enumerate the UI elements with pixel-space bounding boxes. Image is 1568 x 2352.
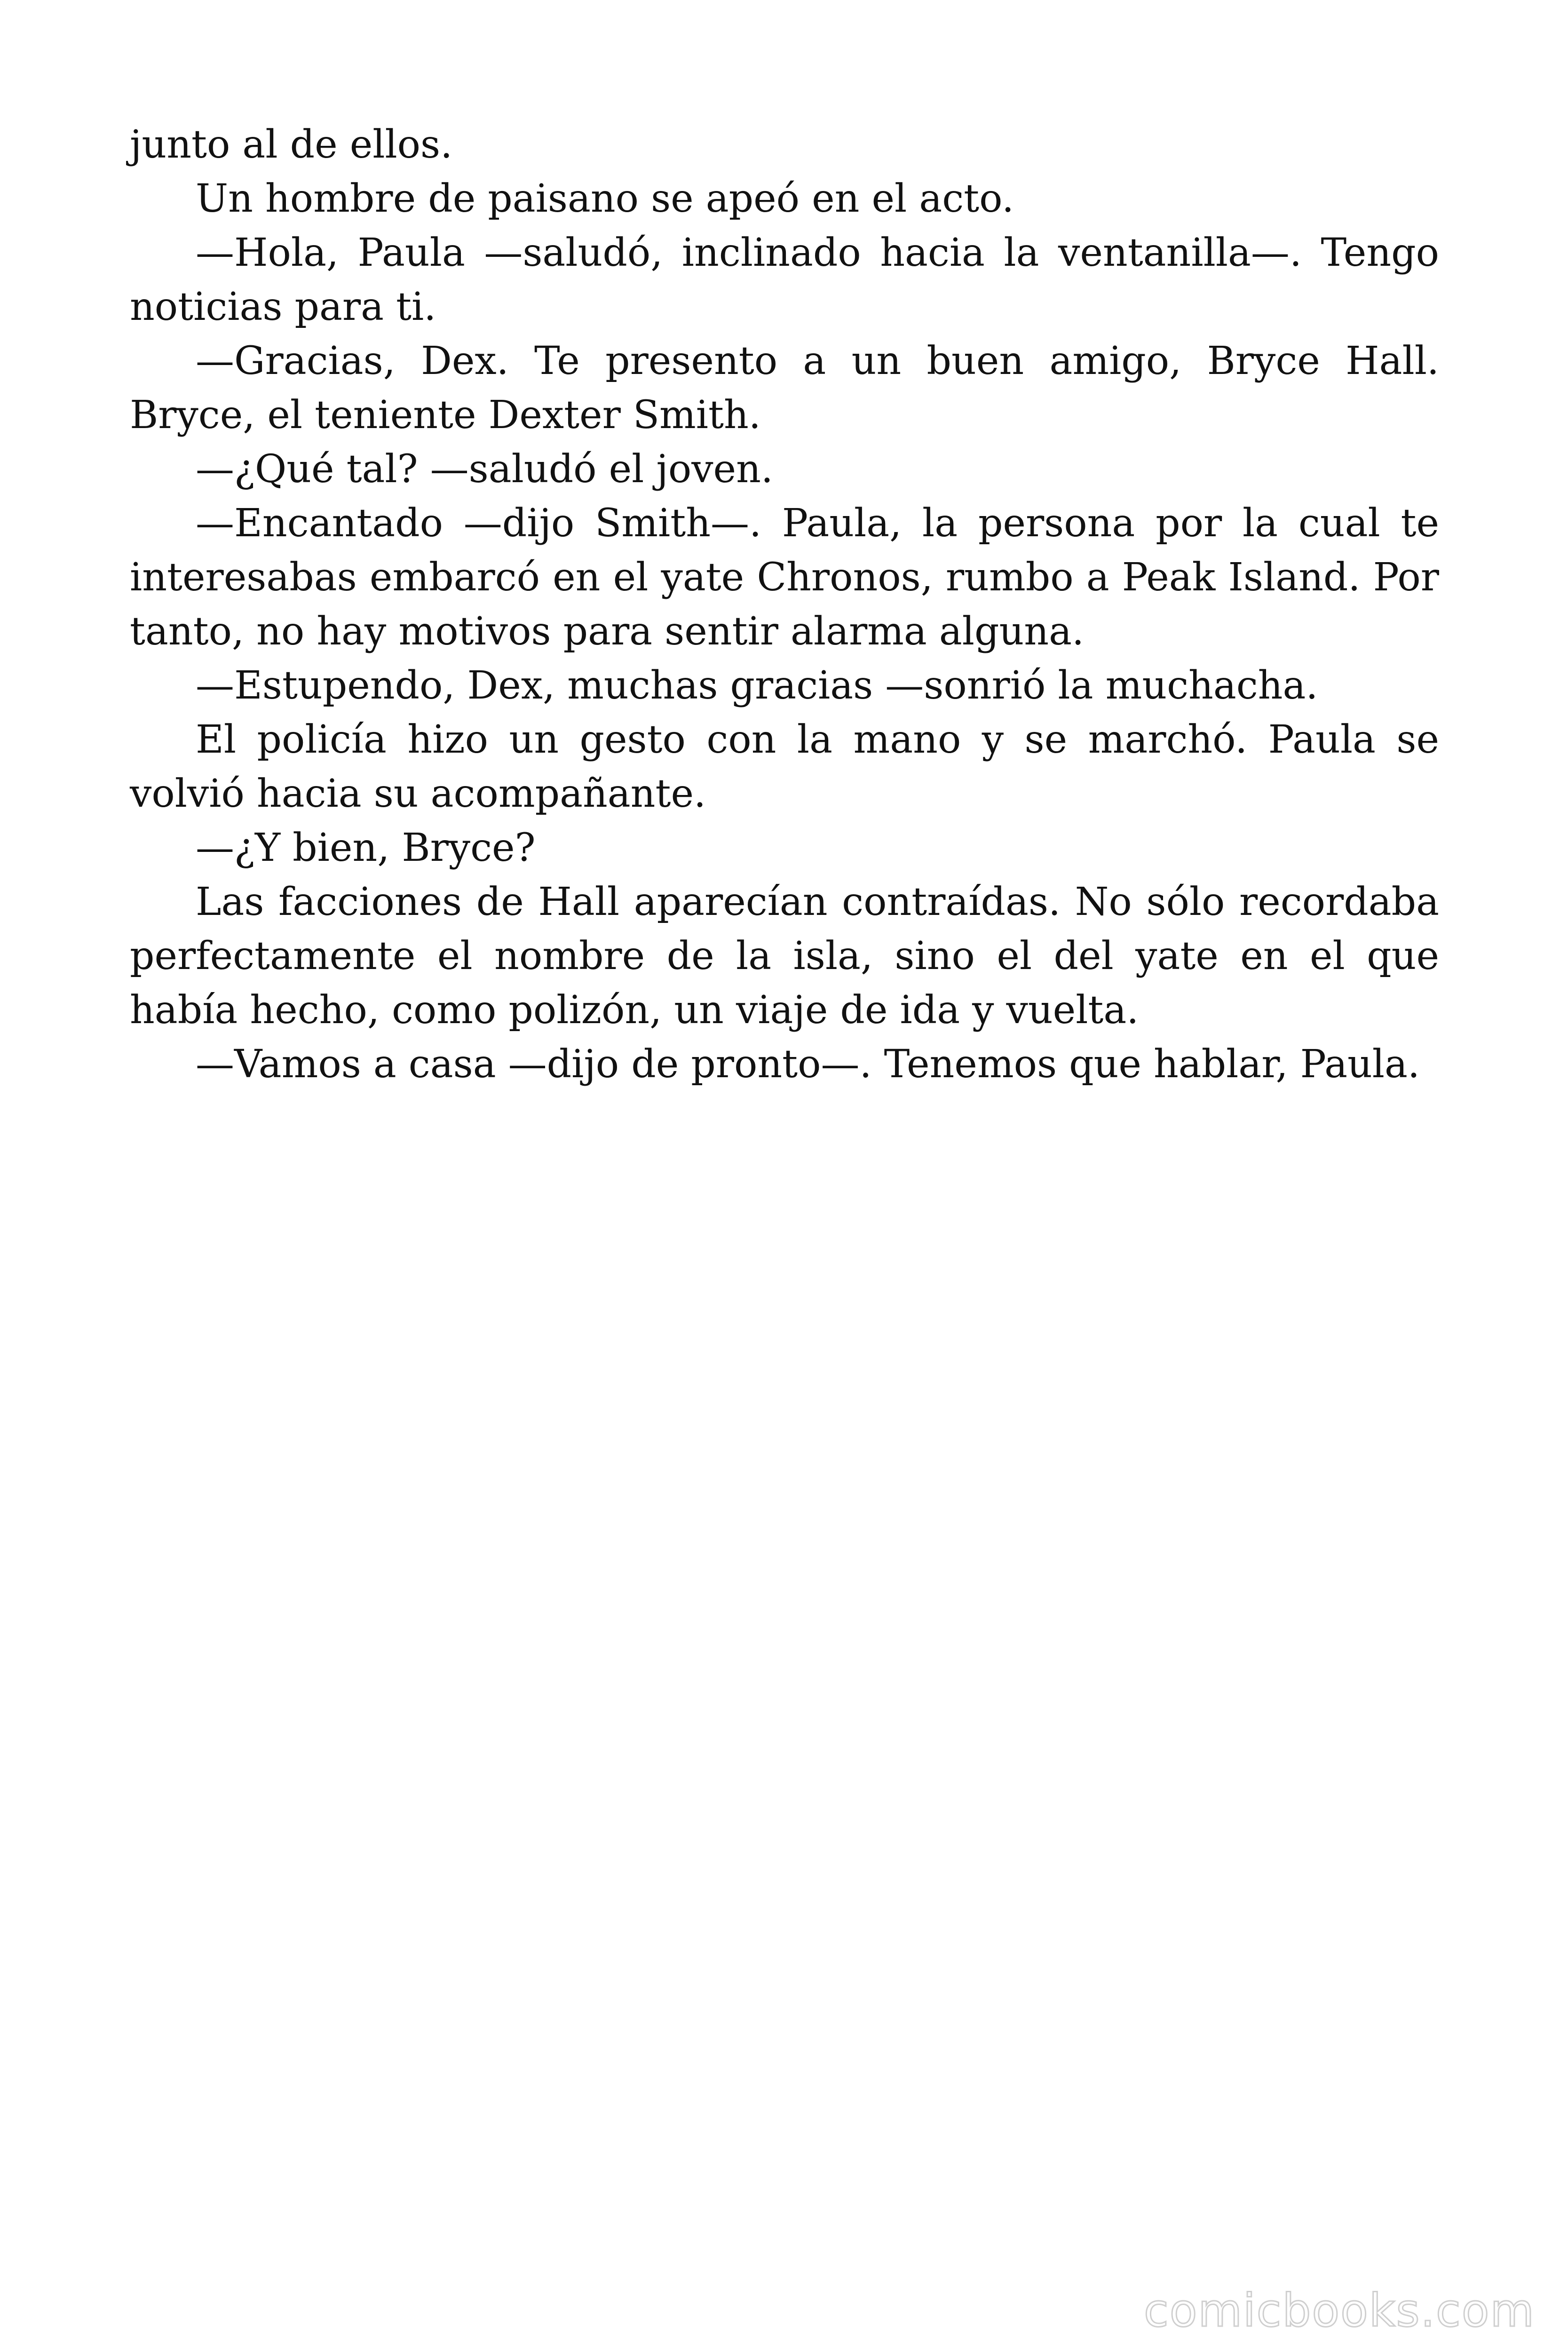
paragraph: Un hombre de paisano se apeó en el acto. <box>196 176 1014 221</box>
paragraph: —Vamos a casa —dijo de pronto—. Tenemos que hablar, Paula. <box>196 1042 1420 1087</box>
paragraph: —¿Qué tal? —saludó el joven. <box>196 447 773 492</box>
paragraph: —¿Y bien, Bryce? <box>196 826 536 870</box>
paragraph: —Hola, Paula —saludó, inclinado hacia la ventanilla—. Tengo noticias para ti. <box>130 230 1439 329</box>
paragraph: —Gracias, Dex. Te presento a un buen amigo, Bryce Hall. Bryce, el teniente Dexter Smith. <box>130 339 1439 437</box>
body-text <box>130 118 1439 1091</box>
paragraph: —Estupendo, Dex, muchas gracias —sonrió la muchacha. <box>196 663 1318 708</box>
watermark: comicbooks.com <box>1143 2284 1535 2337</box>
paragraph-continuation: junto al de ellos. <box>130 122 453 167</box>
paragraph: Las facciones de Hall aparecían contraídas. No sólo recordaba perfectamente el nombre de la isla, sino el del yate en el que había hecho, como polizón, un viaje de ida y vuelta. <box>130 880 1439 1033</box>
paragraph: El policía hizo un gesto con la mano y se marchó. Paula se volvió hacia su acompañante. <box>130 717 1439 816</box>
paragraph: —Encantado —dijo Smith—. Paula, la persona por la cual te interesabas embarcó en el yate Chronos, rumbo a Peak Island. Por tanto, no hay motivos para sentir alarma alguna. <box>130 501 1439 654</box>
